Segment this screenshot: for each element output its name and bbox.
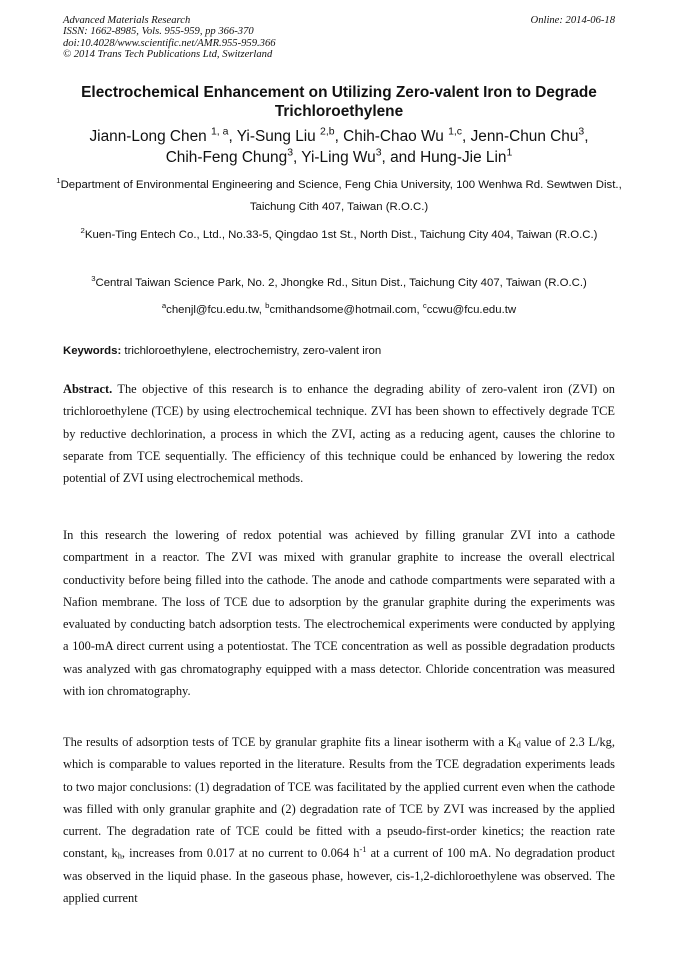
- author: Yi-Sung Liu $^{2,b}$,: [236, 126, 344, 145]
- affiliation-2: $^2$Kuen-Ting Entech Co., Ltd., No.33-5, Qingdao 1st St., North Dist., Taichung City 404, Taiwan (R.O.C.): [80, 226, 598, 241]
- body-paragraph: The results of adsorption tests of TCE by granular graphite fits a linear isotherm with a $K_d$ value of 2.3 L/kg, which is comparable to values reported in the literature. Results from the TCE degradation experiments leads to two major conclusions: (1) degradation of TCE was facilitated by the applied current even when the cathode was filled with only granular graphite and (2) degradation rate of TCE by ZVI was increased by the applied current. The degradation rate of TCE could be fitted with a pseudo-first-order kinetics; the reaction rate constant, $k_h$, increases from 0.017 at no current to 0.064 $h^{-1}$ at a current of 100 mA. No degradation product was observed in the liquid phase. In the gaseous phase, however, cis-1,2-dichloroethylene was observed. The applied current: [63, 735, 615, 906]
- abstract-label: Abstract.: [63, 382, 113, 396]
- author-emails: $^a$chenjl@fcu.edu.tw, $^b$cmithandsome@hotmail.com, $^c$ccwu@fcu.edu.tw: [161, 301, 517, 316]
- author-list: [40, 126, 638, 168]
- author: Hung-Jie Lin$^1$: [420, 147, 513, 166]
- journal-name: Advanced Materials Research: [63, 15, 191, 26]
- author: Yi-Ling Wu$^3$, and: [301, 147, 421, 166]
- copyright-line: © 2014 Trans Tech Publications Ltd, Switzerland: [63, 49, 273, 61]
- email-link[interactable]: ccwu@fcu.edu.tw: [426, 304, 517, 316]
- abstract-paragraph: [63, 378, 615, 489]
- affiliation-3: $^3$Central Taiwan Science Park, No. 2, Jhongke Rd., Situn Dist., Taichung City 407, Taiwan (R.O.C.): [91, 274, 587, 289]
- email-link[interactable]: cmithandsome@hotmail.com: [269, 304, 417, 316]
- issn-line: ISSN: 1662-8985, Vols. 955-959, pp 366-370: [63, 26, 254, 38]
- online-date: Online: 2014-06-18: [530, 15, 615, 26]
- body-paragraph: In this research the lowering of redox potential was achieved by filling granular ZVI into a cathode compartment in a reactor. The ZVI was mixed with granular graphite to increase the overall electrical conductivity before being filled into the cathode. The anode and cathode compartments were separated with a Nafion membrane. The loss of TCE due to adsorption by the granular graphite during the experiments was evaluated by conducting batch adsorption tests. The electrochemical experiments were conducted by applying a 100-mA direct current using a potentiostat. The TCE concentration as well as possible degradation products was analyzed with gas chromatography equipped with a mass detector. Chloride concentration was measured with ion chromatography.: [63, 528, 615, 699]
- abstract-text: The objective of this research is to enhance the degrading ability of zero-valent iron (ZVI) on trichloroethylene (TCE) by using electrochemical technique. ZVI has been shown to effectively degrade TCE by reductive dechlorination, a process in which the ZVI, acting as a reducing agent, causes the chlorine to separate from TCE sequentially. The efficiency of this technique could be enhanced by lowering the redox potential of ZVI using electrochemical methods.: [63, 382, 616, 486]
- keywords: [63, 343, 615, 359]
- paper-title: Electrochemical Enhancement on Utilizing Zero-valent Iron to Degrade Trichloroethylene: [81, 84, 597, 120]
- author: Chih-Chao Wu $^{1,c}$,: [343, 126, 471, 145]
- affiliation-1: $^1$Department of Environmental Engineering and Science, Feng Chia University, 100 Wenhwa Rd. Sewtwen Dist., Taichung Cith 407, Taiwan (R.O.C.): [56, 176, 622, 213]
- author: Chih-Feng Chung$^3$,: [165, 147, 302, 166]
- author: Jiann-Long Chen $^{1, a}$,: [89, 126, 237, 145]
- keywords-text: trichloroethylene, electrochemistry, zero-valent iron: [124, 345, 382, 357]
- keywords-label: Keywords:: [63, 345, 122, 357]
- email-link[interactable]: chenjl@fcu.edu.tw: [166, 304, 259, 316]
- author: Jenn-Chun Chu$^3$,: [470, 126, 589, 145]
- journal-header: [63, 15, 615, 61]
- doi-line: doi:10.4028/www.scientific.net/AMR.955-959.366: [63, 37, 276, 49]
